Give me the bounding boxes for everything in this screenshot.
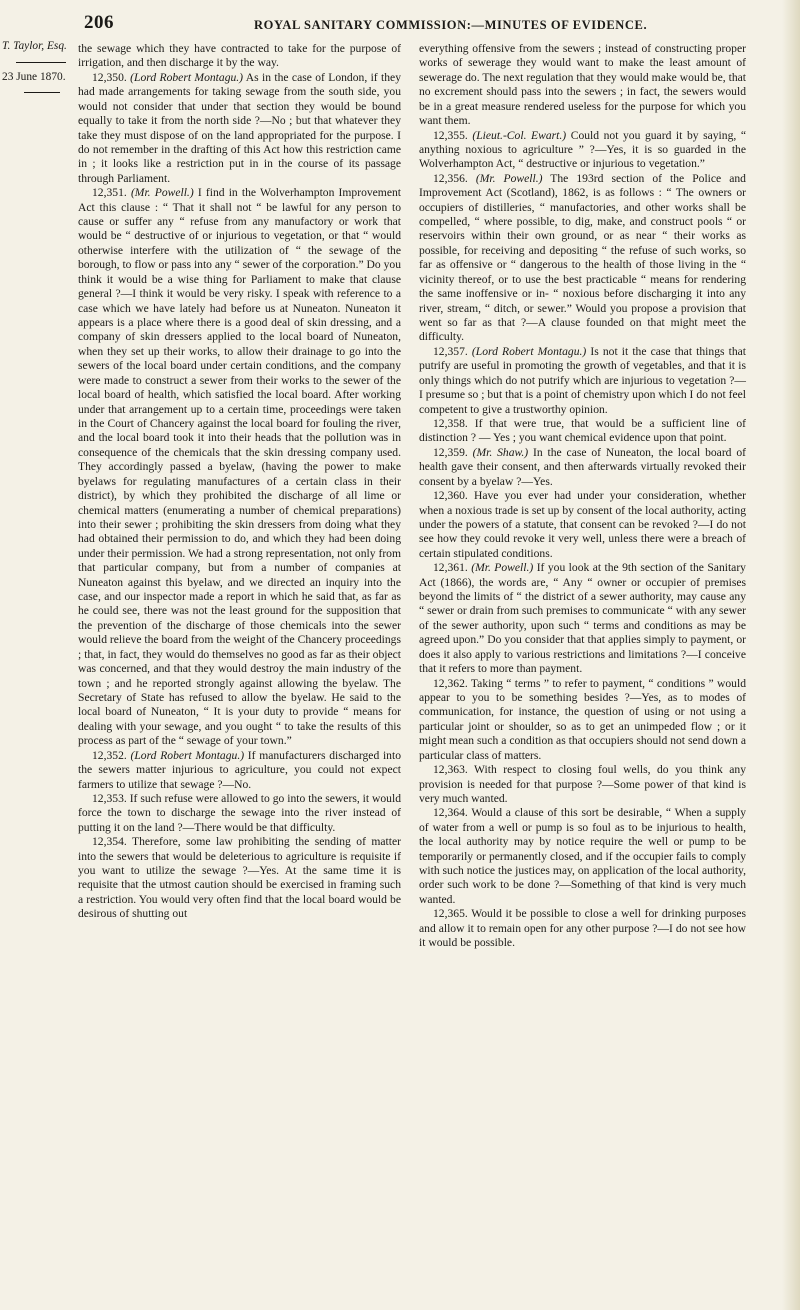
evidence-paragraph: 12,355. (Lieut.-Col. Ewart.) Could not you guard it by saying, “ anything noxious to agriculture ” ?—Yes, it is so guarded in the Wolverhampton Act, “ destructive or injurious to vegetation.”: [419, 128, 746, 171]
speaker-name: (Mr. Powell.): [471, 561, 534, 575]
page-number: 206: [84, 12, 114, 33]
evidence-paragraph: 12,361. (Mr. Powell.) If you look at the 9th section of the Sanitary Act (1866), the words are, “ Any “ owner or occupier of premises beyond the limits of “ the district of a sewer authority, may cause any “ sewer or drain from such premises to communicate “ with any sewer of the sewer authority, upon such “ terms and conditions as may be agreed upon.” Do you consider that that applies simply to payment, or does it also apply to various restrictions and limitations ?—I conceive that it refers to more than payment.: [419, 561, 746, 676]
speaker-name: (Mr. Powell.): [475, 171, 543, 185]
witness-name: T. Taylor, Esq.: [2, 40, 67, 52]
evidence-paragraph: everything offensive from the sewers ; instead of constructing proper works of sewerage they would want to make the least amount of sewerage do. The next regulation that they would make would be, that no excrement should pass into the sewers ; in fact, the sewers would be in a great measure rendered useless for the purpose for which you want them.: [419, 42, 746, 128]
speaker-name: (Mr. Powell.): [130, 186, 194, 200]
evidence-paragraph: 12,357. (Lord Robert Montagu.) Is not it the case that things that putrify are useful in promoting the growth of vegetables, and that it is only things which do not putrify which are injurious to vegetation ?—I presume so ; but that is a point of chemistry upon which I do not feel competent to give a trustworthy opinion.: [419, 344, 746, 416]
page-edge: [782, 0, 800, 1310]
speaker-name: (Lieut.-Col. Ewart.): [472, 128, 567, 142]
evidence-paragraph: 12,351. (Mr. Powell.) I find in the Wolverhampton Improvement Act this clause : “ That it shall not “ be lawful for any person to cause or suffer any “ refuse from any manufactory or work that would be “ destructive of or injurious to vegetation, or that “ would otherwise interfere with the utilization of “ the sewage of the borough, to flow or pass into any “ sewer of the corporation.” Do you think it would be a wise thing for Parliament to make that clause general ?—I think it would be very risky. I speak with reference to a case which we have lately had before us at Nuneaton. Nuneaton it appears is a place where there is a good deal of skin dressing, and a company of skin dressers applied to the local board of Nuneaton, when they set up their works, to allow their drainage to go into the sewers of the local board under certain conditions, and the company were made to construct a sewer from their works to the sewer of the local board of health, which satisfied the local board. After working under that arrangement up to a certain time, proceedings were taken in the Court of Chancery against the local board for fouling the river, and the local board took it into their heads that the pollution was in consequence of the chemicals that the skin dressing company used. They accordingly passed a byelaw, (having the power to make byelaws for regulating manufactures of a certain class in their district), by which they prohibited the discharge of all lime or chemical matters (enumerating a number of chemical preparations) into their sewer ; prohibiting the skin dressers from doing what they had obtained their permission to do, and which they had been doing under their permission. We had a strong representation, not only from that particular company, but from a number of companies at Nuneaton against this byelaw, and we directed an inquiry into the case, and our inspector made a report in which he said that, as far as he could see, there was not the least ground for the supposition that the prevention of the discharge of those chemicals into the sewer would relieve the board from the weight of the Chancery proceedings ; that, in fact, they would do themselves no good as far as their object was concerned, and that they would destroy the main industry of the town ; and he reported strongly against allowing the byelaw. The Secretary of State has refused to allow the byelaw. He said to the local board of Nuneaton, “ It is your duty to provide “ means for dealing with your sewage, and you ought “ to take the results of this process as part of the “ sewage of your town.”: [78, 186, 401, 748]
evidence-paragraph: 12,350. (Lord Robert Montagu.) As in the case of London, if they had made arrangements for taking sewage from the south side, you would not consider that under that section they would be bound equally to take it from the north side ?—No ; but that whatever they take they must dispose of on the land appropriated for the purpose. I do not remember in the drafting of this Act how this restriction came in ; it looks like a restriction put in in the course of its passage through Parliament.: [78, 70, 401, 185]
speaker-name: (Lord Robert Montagu.): [130, 748, 245, 762]
page-header: [0, 12, 800, 38]
evidence-paragraph: 12,362. Taking “ terms ” to refer to payment, “ conditions ” would appear to you to be something besides ?—Yes, as to modes of communication, for instance, the question of using or not using a particular joint or shoulder, so as to get an unimpeded flow ; or it might mean such a condition as that occupiers should not send down a particular class of matters.: [419, 676, 746, 762]
margin-note: [2, 39, 76, 93]
evidence-paragraph: 12,365. Would it be possible to close a well for drinking purposes and allow it to remain open for any other purpose ?—I do not see how it would be possible.: [419, 907, 746, 950]
evidence-paragraph: 12,354. Therefore, some law prohibiting the sending of matter into the sewers that would be deleterious to agriculture is requisite if you want to utilize the sewage ?—Yes. At the same time it is requisite that the utmost caution should be exercised in framing such a restriction. You would very often find that the local board would be desirous of shutting out: [78, 835, 401, 921]
speaker-name: (Lord Robert Montagu.): [130, 70, 244, 84]
speaker-name: (Mr. Shaw.): [472, 445, 529, 459]
evidence-paragraph: 12,356. (Mr. Powell.) The 193rd section of the Police and Improvement Act (Scotland), 1862, is as follows : “ The owners or occupiers of distilleries, “ manufactories, and other works shall be compelled, “ where possible, to dig, make, and construct pools “ or reservoirs within their own ground, or as near “ their works as possible, for receiving and depositing “ the refuse of such works, so far as offensive or “ dangerous to the health of those living in the “ vicinity thereof, or to use the best practicable “ means for rendering the same inoffensive or in- “ noxious before discharging it into any river, stream, “ ditch, or sewer.” Would you propose a provision that went so far as that ?—A clause founded on that might meet the difficulty.: [419, 171, 746, 344]
right-column: [419, 42, 746, 951]
evidence-paragraph: 12,352. (Lord Robert Montagu.) If manufacturers discharged into the sewers matter injurious to agriculture, you could not expect farmers to utilize that sewage ?—No.: [78, 748, 401, 791]
evidence-paragraph: 12,353. If such refuse were allowed to go into the sewers, it would force the town to discharge the sewage into the river instead of putting it on the land ?—There would be that difficulty.: [78, 791, 401, 834]
evidence-paragraph: 12,363. With respect to closing foul wells, do you think any provision is needed for that purpose ?—Some power of that kind is very much wanted.: [419, 763, 746, 805]
running-title: ROYAL SANITARY COMMISSION:—MINUTES OF EVIDENCE.: [254, 18, 648, 32]
speaker-name: (Lord Robert Montagu.): [471, 344, 587, 358]
evidence-paragraph: 12,359. (Mr. Shaw.) In the case of Nuneaton, the local board of health gave their consent, and then afterwards virtually revoked their consent by a byelaw ?—Yes.: [419, 445, 746, 488]
hearing-date: 23 June 1870.: [2, 70, 66, 83]
evidence-paragraph: the sewage which they have contracted to take for the purpose of irrigation, and then discharge it by the way.: [78, 42, 401, 70]
evidence-paragraph: 12,360. Have you ever had under your consideration, whether when a noxious trade is set up by consent of the local authority, acting under the powers of a statute, that consent can be revoked ?—I do not see how they could revoke it very well, unless there were a breach of certain stipulated conditions.: [419, 489, 746, 560]
left-column: [78, 42, 401, 922]
margin-rule: [16, 62, 66, 63]
evidence-paragraph: 12,358. If that were true, that would be a sufficient line of distinction ? — Yes ; you want chemical evidence upon that point.: [419, 416, 746, 445]
margin-rule: [24, 92, 60, 93]
evidence-paragraph: 12,364. Would a clause of this sort be desirable, “ When a supply of water from a well or pump is so foul as to be injurious to health, the local authority may by notice require the well or pump to be temporarily or permanently closed, and if the occupier fails to comply with such notice the justices may, on application of the local authority, order such work to be done ?—Something of that kind is very much wanted.: [419, 806, 746, 906]
